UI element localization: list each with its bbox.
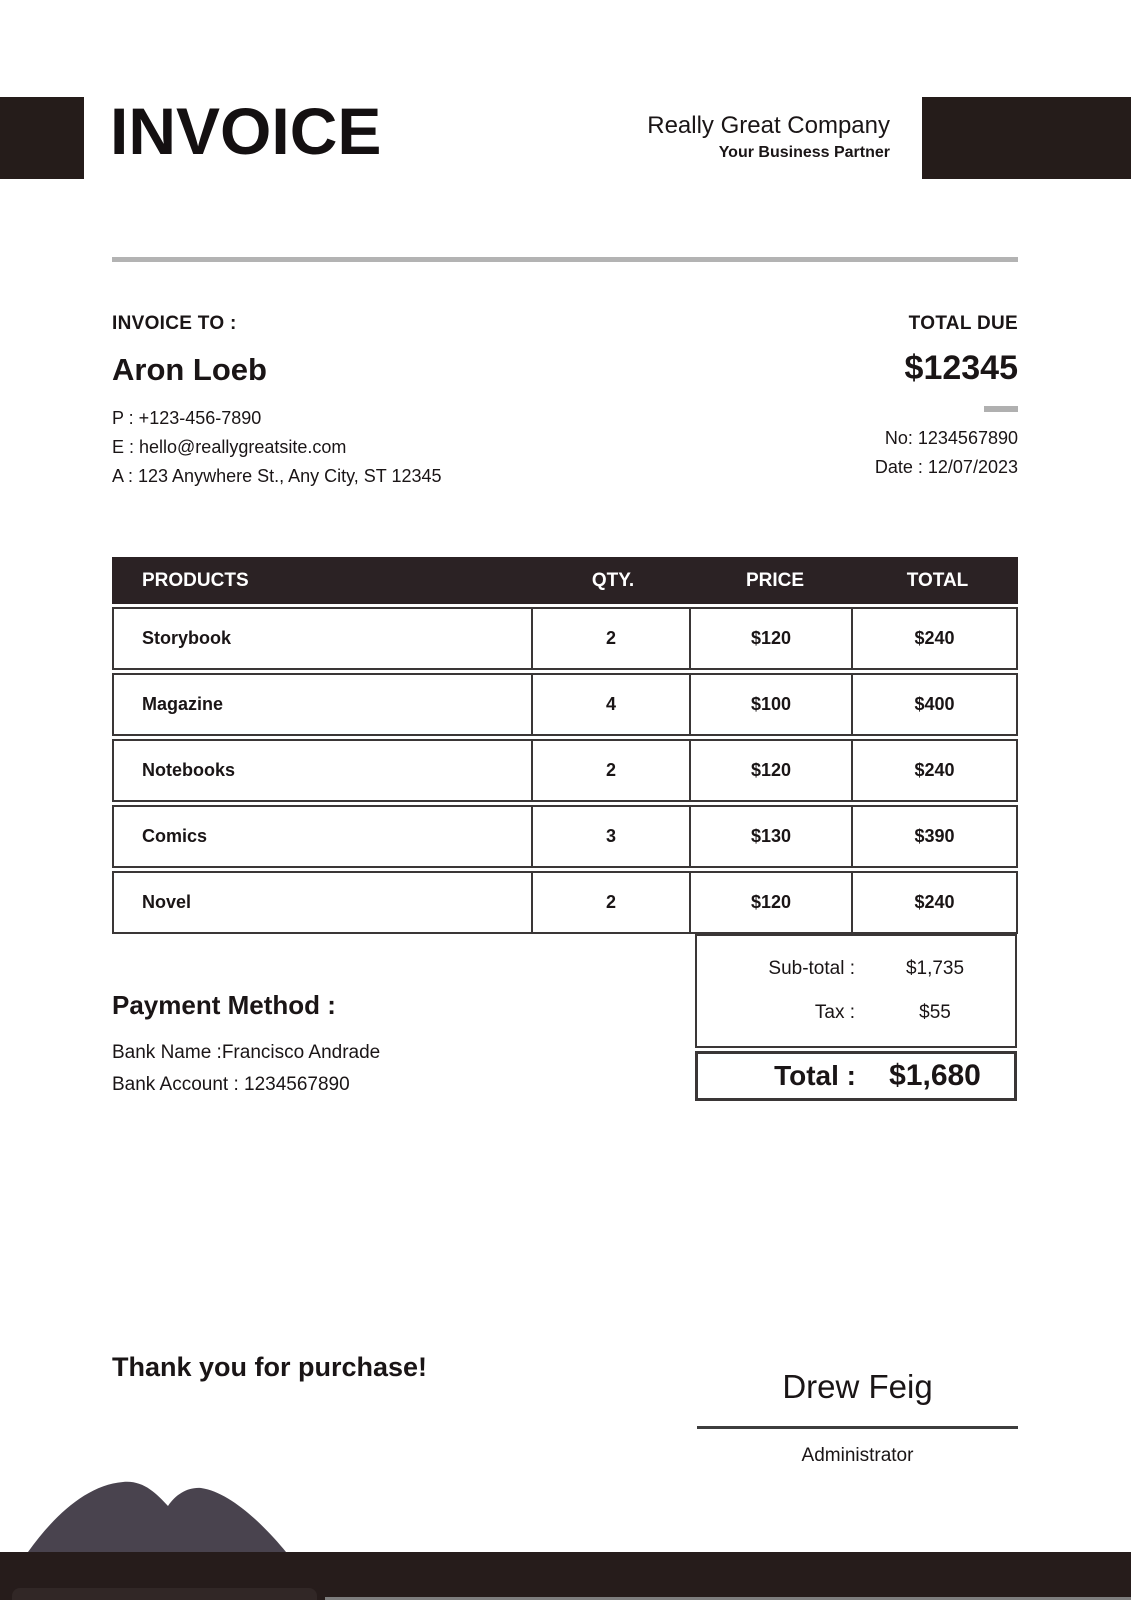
total-due-block (875, 313, 1018, 482)
subtotal-box (695, 934, 1017, 1048)
client-address: A : 123 Anywhere St., Any City, ST 12345 (112, 466, 442, 486)
column-header-products: PRODUCTS (142, 569, 249, 591)
cell-product: Notebooks (114, 741, 533, 800)
total-due-value: $12345 (904, 349, 1018, 387)
table-row (112, 871, 1018, 934)
invoice-to-label: INVOICE TO : (112, 313, 237, 334)
invoice-date: Date : 12/07/2023 (874, 457, 1018, 477)
table-row (112, 805, 1018, 868)
subtotal-label: Sub-total : (768, 958, 855, 979)
cell-price: $120 (691, 609, 853, 668)
header-right-bar (922, 97, 1131, 179)
bank-name: Bank Name :Francisco Andrade (112, 1042, 381, 1063)
header-left-bar (0, 97, 84, 179)
subtotal-value: $1,735 (905, 958, 965, 979)
cell-qty: 2 (533, 873, 691, 932)
thank-you-message: Thank you for purchase! (112, 1352, 428, 1382)
cell-price: $100 (691, 675, 853, 734)
tax-label: Tax : (814, 1002, 855, 1023)
cell-qty: 2 (533, 609, 691, 668)
signer-title: Administrator (801, 1445, 914, 1466)
grand-total-box (695, 1051, 1017, 1101)
cell-total: $240 (914, 760, 955, 780)
signer-name: Drew Feig (782, 1368, 933, 1405)
column-header-price: PRICE (745, 569, 805, 591)
cell-total: $390 (914, 826, 955, 846)
signature-line (697, 1426, 1018, 1429)
cell-qty: 4 (533, 675, 691, 734)
payment-method-block (112, 990, 380, 1101)
grand-total-value: $1,680 (889, 1059, 981, 1092)
client-name: Aron Loeb (112, 352, 267, 387)
table-header-row (112, 557, 1018, 604)
client-phone: P : +123-456-7890 (112, 408, 262, 428)
page-title: INVOICE (110, 94, 382, 168)
company-tagline: Your Business Partner (718, 144, 890, 161)
column-header-total: TOTAL (906, 569, 969, 591)
cell-price: $120 (691, 873, 853, 932)
total-due-label: TOTAL DUE (908, 313, 1018, 334)
header-divider (112, 257, 1018, 262)
table-row (112, 673, 1018, 736)
cell-total: $240 (914, 628, 955, 648)
cell-price: $130 (691, 807, 853, 866)
table-row (112, 607, 1018, 670)
grand-total-label: Total : (774, 1060, 856, 1091)
tax-value: $55 (919, 1002, 951, 1023)
payment-method-heading: Payment Method : (112, 990, 336, 1020)
invoice-to-block (112, 313, 442, 491)
summary-dash (984, 406, 1018, 412)
cell-total: $400 (914, 694, 955, 714)
company-block (647, 112, 890, 162)
signature-block (697, 1368, 1018, 1467)
cell-product: Storybook (114, 609, 533, 668)
cell-product: Magazine (114, 675, 533, 734)
company-name: Really Great Company (647, 112, 890, 139)
client-email: E : hello@reallygreatsite.com (112, 437, 347, 457)
bank-account: Bank Account : 1234567890 (112, 1074, 350, 1095)
cell-total: $240 (914, 892, 955, 912)
invoice-number: No: 1234567890 (884, 428, 1018, 448)
cell-price: $120 (691, 741, 853, 800)
cell-product: Novel (114, 873, 533, 932)
table-row (112, 739, 1018, 802)
cell-product: Comics (114, 807, 533, 866)
mountain-icon (28, 1477, 293, 1552)
cell-qty: 3 (533, 807, 691, 866)
products-table (112, 557, 1018, 934)
footer-bump-shape (12, 1588, 317, 1600)
cell-qty: 2 (533, 741, 691, 800)
column-header-qty: QTY. (591, 569, 635, 591)
